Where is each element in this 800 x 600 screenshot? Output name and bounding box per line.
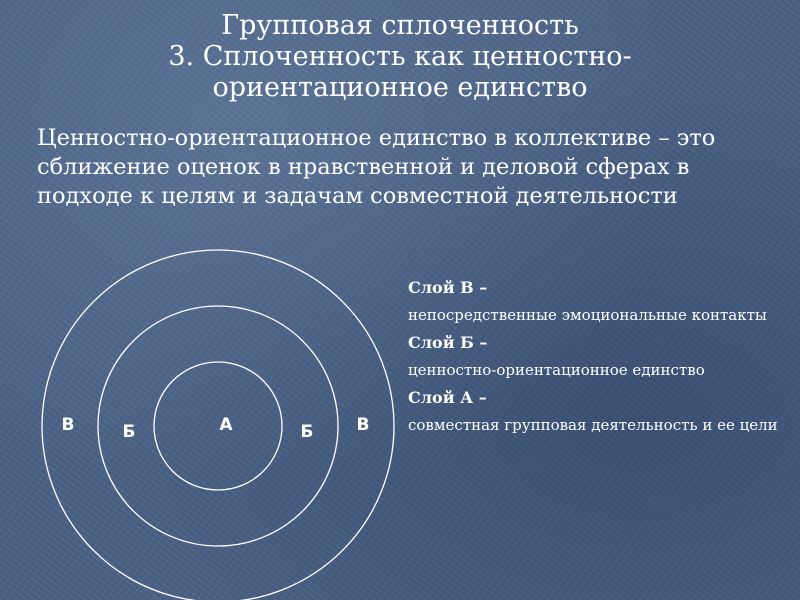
legend-layer-a-title: Слой А – xyxy=(408,388,487,407)
outer-circle-layer-v xyxy=(42,250,394,600)
label-outer-right: В xyxy=(356,415,370,435)
inner-circle-layer-a xyxy=(154,362,282,490)
definition-text: Ценностно-ориентационное единство в коллективе – это сближение оценок в нравственной и деловой сферах в подходе к целям и задачам совместной деятельности xyxy=(37,125,716,209)
title-line-3: ориентационное единство xyxy=(212,72,588,103)
title-line-2: 3. Сплоченность как ценностно- xyxy=(168,41,632,72)
legend-layer-b-title: Слой Б – xyxy=(408,333,488,352)
title-line-1: Групповая сплоченность xyxy=(221,10,579,41)
layers-legend xyxy=(408,278,788,443)
label-outer-left: В xyxy=(61,415,75,435)
label-inner: А xyxy=(219,415,233,435)
legend-layer-b-desc: ценностно-ориентационное единство xyxy=(408,361,705,379)
legend-layer-a-desc: совместная групповая деятельность и ее цели xyxy=(408,416,778,434)
legend-layer-v-desc: непосредственные эмоциональные контакты xyxy=(408,306,767,324)
label-middle-right: Б xyxy=(300,422,314,442)
label-middle-left: Б xyxy=(122,422,136,442)
legend-layer-v-title: Слой В – xyxy=(408,278,488,297)
